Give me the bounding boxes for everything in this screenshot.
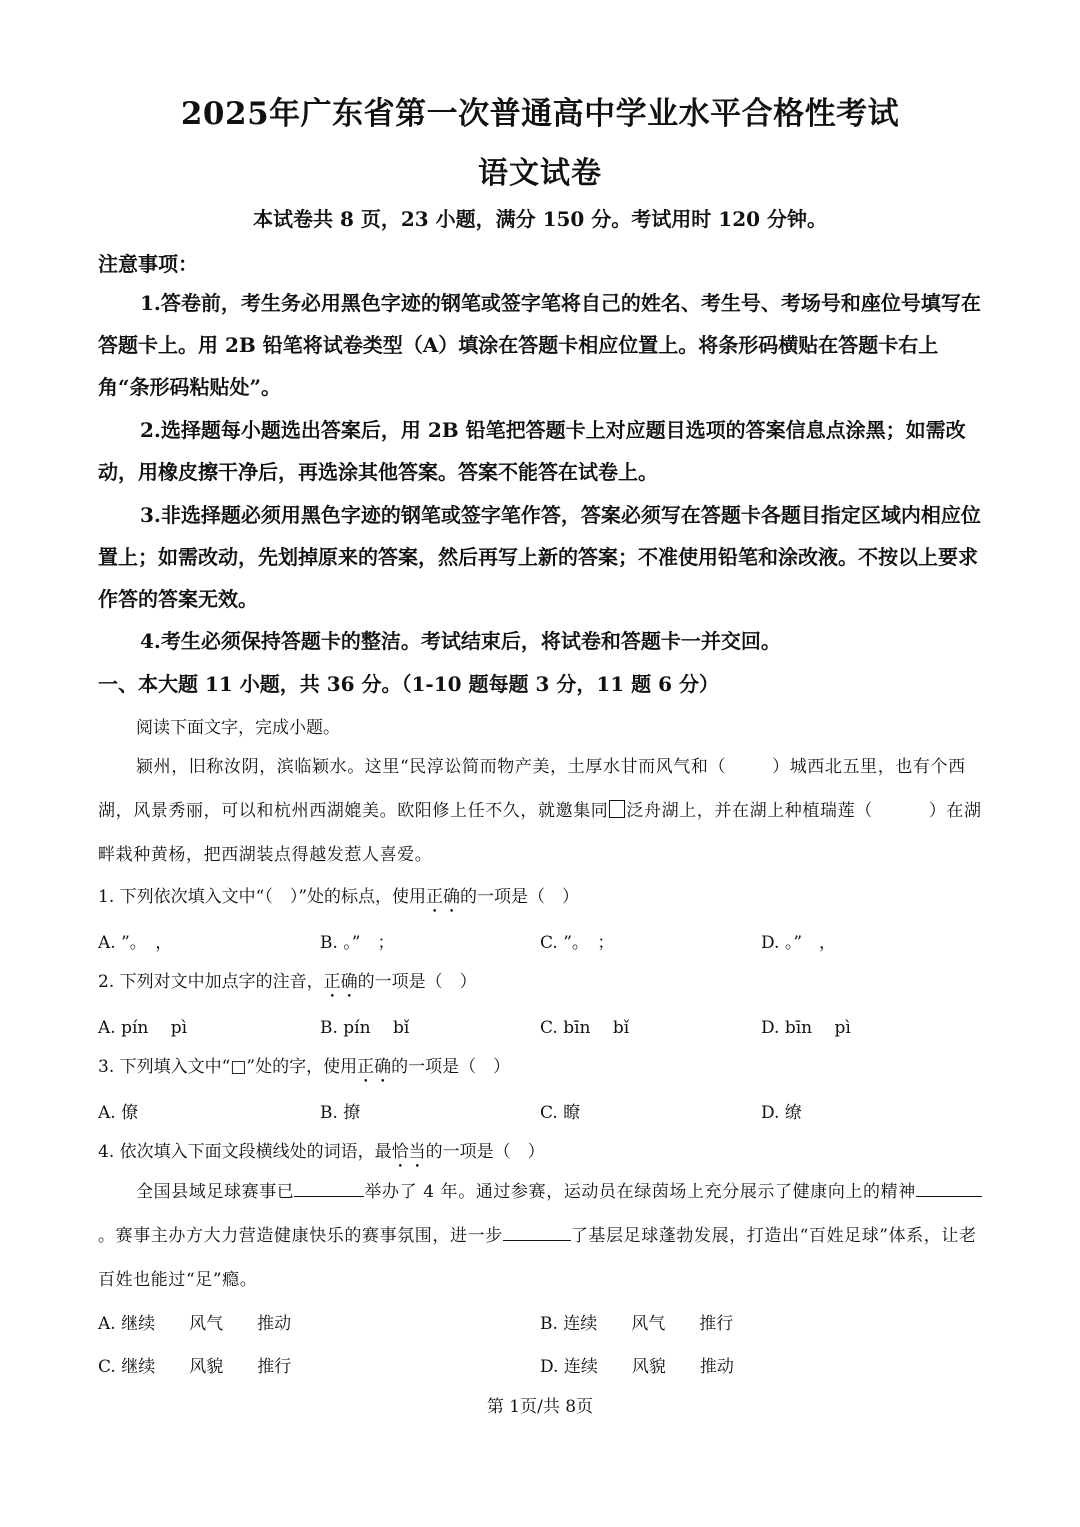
option-a[interactable]: A. pín pì — [98, 1018, 188, 1038]
section-heading: 一、本大题 11 小题，共 36 分。（1-10 题每题 3 分，11 题 6 分） — [98, 672, 720, 696]
option-b[interactable]: B. 。” ； — [320, 933, 395, 953]
option-a[interactable]: A. 继续 风气 推动 — [98, 1314, 292, 1334]
notice-item-2: 2.选择题每小题选出答案后，用 2B 铅笔把答题卡上对应题目选项的答案信息点涂黑；如需改动，用橡皮擦干净后，再选涂其他答案。答案不能答在试卷上。 — [98, 418, 966, 484]
exam-info: 本试卷共 8 页，23 小题，满分 150 分。考试用时 120 分钟。 — [253, 207, 827, 231]
question-3-options — [98, 1098, 983, 1124]
reading-passage: 颍州，旧称汝阴，滨临颖水。这里“民淳讼简而物产美，土厚水甘而风气和（ ）城西北五里，也有个西湖，风景秀丽，可以和杭州西湖媲美。欧阳修上任不久，就邀集同 泛舟湖上，并在湖上种植瑞莲（ ）在湖畔栽种黄杨，把西湖装点得越发惹人喜爱。 — [98, 757, 982, 865]
option-d[interactable]: D. 。” ， — [761, 933, 837, 953]
option-c[interactable]: C. bīn bǐ — [540, 1018, 630, 1038]
question-4-options-row2 — [98, 1352, 983, 1378]
option-d[interactable]: D. bīn pì — [761, 1018, 851, 1038]
question-4-passage: 全国县域足球赛事已 举办了 4 年。通过参赛，运动员在绿茵场上充分展示了健康向上的精神。赛事主办方大力营造健康快乐的赛事氛围，进一步 了基层足球蓬勃发展，打造出“百姓足球”体系，让老百姓也能过“足”瘾。 — [98, 1170, 983, 1302]
question-4-options-row1 — [98, 1309, 983, 1335]
option-a[interactable]: A. ”。 ， — [98, 933, 173, 953]
blank-line — [503, 1222, 571, 1241]
option-c[interactable]: C. 瞭 — [540, 1103, 581, 1123]
question-3: 3. 下列填入文中“□”处的字，使用正确的一项是（ ） — [98, 1057, 511, 1077]
notice-heading: 注意事项： — [98, 252, 198, 276]
question-1-options — [98, 928, 983, 954]
reading-intro: 阅读下面文字，完成小题。 — [136, 718, 340, 738]
notice-item-4: 4.考生必须保持答题卡的整洁。考试结束后，将试卷和答题卡一并交回。 — [140, 629, 781, 653]
blank-line — [294, 1178, 364, 1197]
option-d[interactable]: D. 缭 — [761, 1103, 802, 1123]
option-b[interactable]: B. pín bǐ — [320, 1018, 410, 1038]
option-b[interactable]: B. 连续 风气 推行 — [540, 1314, 734, 1334]
question-2: 2. 下列对文中加点字的注音，正确的一项是（ ） — [98, 972, 477, 992]
page-number: 第 1页/共 8页 — [486, 1397, 594, 1417]
option-a[interactable]: A. 僚 — [98, 1103, 139, 1123]
option-c[interactable]: C. ”。 ； — [540, 933, 615, 953]
notice-item-3: 3.非选择题必须用黑色字迹的钢笔或签字笔作答，答案必须写在答题卡各题目指定区域内相应位置上；如需改动，先划掉原来的答案，然后再写上新的答案；不准使用铅笔和涂改液。不按以上要求作答的答案无效。 — [98, 503, 981, 611]
question-4: 4. 依次填入下面文段横线处的词语，最恰当的一项是（ ） — [98, 1142, 545, 1162]
blank-line — [916, 1178, 982, 1197]
fill-box — [609, 800, 625, 818]
notice-item-1: 1.答卷前，考生务必用黑色字迹的钢笔或签字笔将自己的姓名、考生号、考场号和座位号填写在答题卡上。用 2B 铅笔将试卷类型（A）填涂在答题卡相应位置上。将条形码横贴在答题卡右上角“条形码粘贴处”。 — [98, 291, 981, 399]
option-b[interactable]: B. 撩 — [320, 1103, 361, 1123]
question-1: 1. 下列依次填入文中“（ ）”处的标点，使用正确的一项是（ ） — [98, 887, 580, 907]
exam-subtitle: 语文试卷 — [478, 156, 602, 191]
question-2-options — [98, 1013, 983, 1039]
exam-title: 2025年广东省第一次普通高中学业水平合格性考试 — [180, 96, 900, 132]
option-d[interactable]: D. 连续 风貌 推动 — [540, 1357, 734, 1377]
option-c[interactable]: C. 继续 风貌 推行 — [98, 1357, 292, 1377]
